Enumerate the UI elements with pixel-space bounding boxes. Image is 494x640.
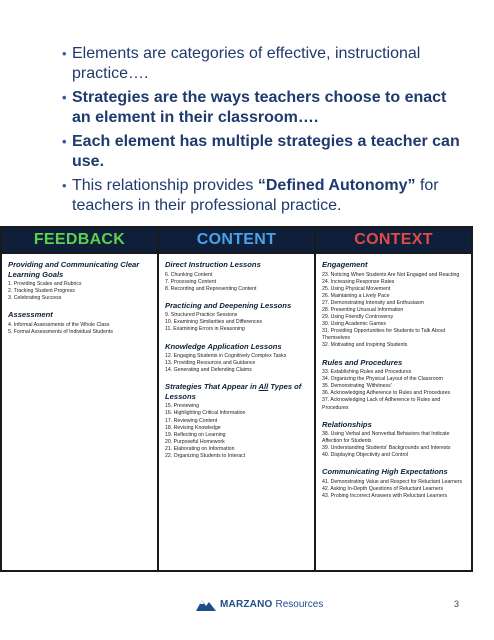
list-item: 21. Elaborating on Information bbox=[165, 445, 235, 452]
logo-wordmark: MARZANO bbox=[220, 598, 273, 610]
list-item: 13. Providing Resources and Guidance bbox=[165, 360, 256, 367]
list-item: 39. Understanding Students' Backgrounds and Interests bbox=[322, 445, 451, 452]
list-item: 32. Motivating and Inspiring Students bbox=[322, 342, 408, 349]
feedback-column bbox=[2, 254, 159, 570]
list-item: 34. Organizing the Physical Layout of the Classroom bbox=[322, 376, 443, 383]
section-title: Providing and Communicating Clear Learning Goals bbox=[8, 260, 140, 279]
list-item: 31. Providing Opportunities for Students to Talk About Themselves bbox=[322, 328, 446, 342]
list-item: 15. Previewing bbox=[165, 403, 200, 410]
list-item: 3. Celebrating Success bbox=[8, 295, 62, 302]
section-title: Direct Instruction Lessons bbox=[165, 260, 261, 269]
page-number: 3 bbox=[454, 599, 460, 609]
list-item: 9. Structured Practice Sessions bbox=[165, 312, 238, 319]
list-item: 33. Establishing Rules and Procedures bbox=[322, 369, 412, 376]
list-item: 41. Demonstrating Value and Respect for Reluctant Learners bbox=[322, 478, 463, 485]
list-item: 40. Displaying Objectivity and Control bbox=[322, 452, 409, 459]
title-underlined: All bbox=[258, 382, 269, 392]
list-item: 24. Increasing Response Rates bbox=[322, 278, 395, 285]
list-item: 12. Engaging Students in Cognitively Complex Tasks bbox=[165, 353, 287, 360]
header-context: CONTEXT bbox=[354, 231, 433, 248]
list-item: 4. Informal Assessments of the Whole Class bbox=[8, 321, 110, 328]
bullet-elements: • Elements are categories of effective, instructional practice…. bbox=[62, 44, 462, 84]
list-item: 17. Reviewing Content bbox=[165, 417, 218, 424]
list-item: 14. Generating and Defending Claims bbox=[165, 367, 252, 374]
list-item: 30. Using Academic Games bbox=[322, 321, 387, 328]
content-column bbox=[159, 254, 316, 570]
section-title: Relationships bbox=[322, 419, 372, 429]
list-item: 18. Revising Knowledge bbox=[165, 424, 221, 431]
logo-subtitle: Resources bbox=[275, 598, 324, 610]
list-item: 35. Demonstrating 'Withitness' bbox=[322, 383, 392, 390]
list-item: 43. Probing Incorrect Answers with Reluctant Learners bbox=[322, 493, 448, 500]
bullet-list bbox=[62, 44, 462, 220]
list-item: 37. Acknowledging Lack of Adherence to Rules and Procedures bbox=[322, 397, 441, 411]
bullet-defined-autonomy bbox=[62, 176, 462, 216]
table-body bbox=[2, 254, 471, 570]
section-title: Knowledge Application Lessons bbox=[165, 341, 282, 351]
table-header bbox=[2, 228, 471, 254]
header-feedback: FEEDBACK bbox=[2, 228, 159, 252]
list-item: 8. Recording and Representing Content bbox=[165, 285, 257, 292]
header-content: CONTENT bbox=[159, 228, 316, 252]
list-item: 1. Providing Scales and Rubrics bbox=[8, 281, 82, 287]
list-item: 29. Using Friendly Controversy bbox=[322, 314, 394, 321]
section-title: Communicating High Expectations bbox=[322, 467, 448, 477]
list-item: 42. Asking In-Depth Questions of Reluctant Learners bbox=[322, 486, 444, 493]
list-item: 6. Chunking Content bbox=[165, 271, 213, 278]
list-item: 38. Using Verbal and Nonverbal Behaviors that Indicate Affection for Students bbox=[322, 431, 450, 445]
marzano-logo bbox=[196, 597, 323, 611]
context-column bbox=[316, 254, 471, 570]
list-item: 26. Maintaining a Lively Pace bbox=[322, 292, 390, 299]
list-item: 19. Reflecting on Learning bbox=[165, 431, 226, 438]
title-part: Types of Lessons bbox=[165, 382, 302, 401]
section-title bbox=[165, 382, 310, 401]
list-item: 5. Formal Assessments of Individual Students bbox=[8, 328, 113, 335]
list-item: 36. Acknowledging Adherence to Rules and Procedures bbox=[322, 390, 451, 397]
list-item: 27. Demonstrating Intensity and Enthusiasm bbox=[322, 299, 424, 306]
list-item: 16. Highlighting Critical Information bbox=[165, 410, 246, 417]
list-item: 10. Examining Similarities and Differences bbox=[165, 319, 263, 326]
title-part: Strategies That Appear in bbox=[165, 382, 259, 392]
list-item: 11. Examining Errors in Reasoning bbox=[165, 326, 245, 333]
list-item: 7. Processing Content bbox=[165, 278, 217, 285]
section-title: Rules and Procedures bbox=[322, 357, 403, 367]
list-item: 23. Noticing When Students Are Not Engaged and Reacting bbox=[322, 271, 460, 278]
strategies-table bbox=[0, 226, 473, 572]
bullet-multiple-strategies: • Each element has multiple strategies a teacher can use. bbox=[62, 132, 462, 172]
list-item: 28. Presenting Unusual Information bbox=[322, 306, 404, 313]
section-title: Engagement bbox=[322, 260, 368, 269]
bullet-text-pre: This relationship provides bbox=[72, 177, 258, 194]
list-item: 20. Purposeful Homework bbox=[165, 438, 225, 445]
section-title: Assessment bbox=[8, 310, 53, 320]
list-item: 22. Organizing Students to Interact bbox=[165, 453, 246, 459]
section-title: Practicing and Deepening Lessons bbox=[165, 300, 292, 310]
bullet-strategies: • Strategies are the ways teachers choose to enact an element in their classroom…. bbox=[62, 88, 462, 128]
mountain-logo-icon bbox=[196, 597, 216, 611]
list-item: 2. Tracking Student Progress bbox=[8, 288, 75, 295]
bullet-emphasis: “Defined Autonomy” bbox=[257, 177, 416, 194]
list-item: 25. Using Physical Movement bbox=[322, 285, 391, 292]
bullet-text-post: for teachers in their professional practice. bbox=[72, 177, 439, 214]
